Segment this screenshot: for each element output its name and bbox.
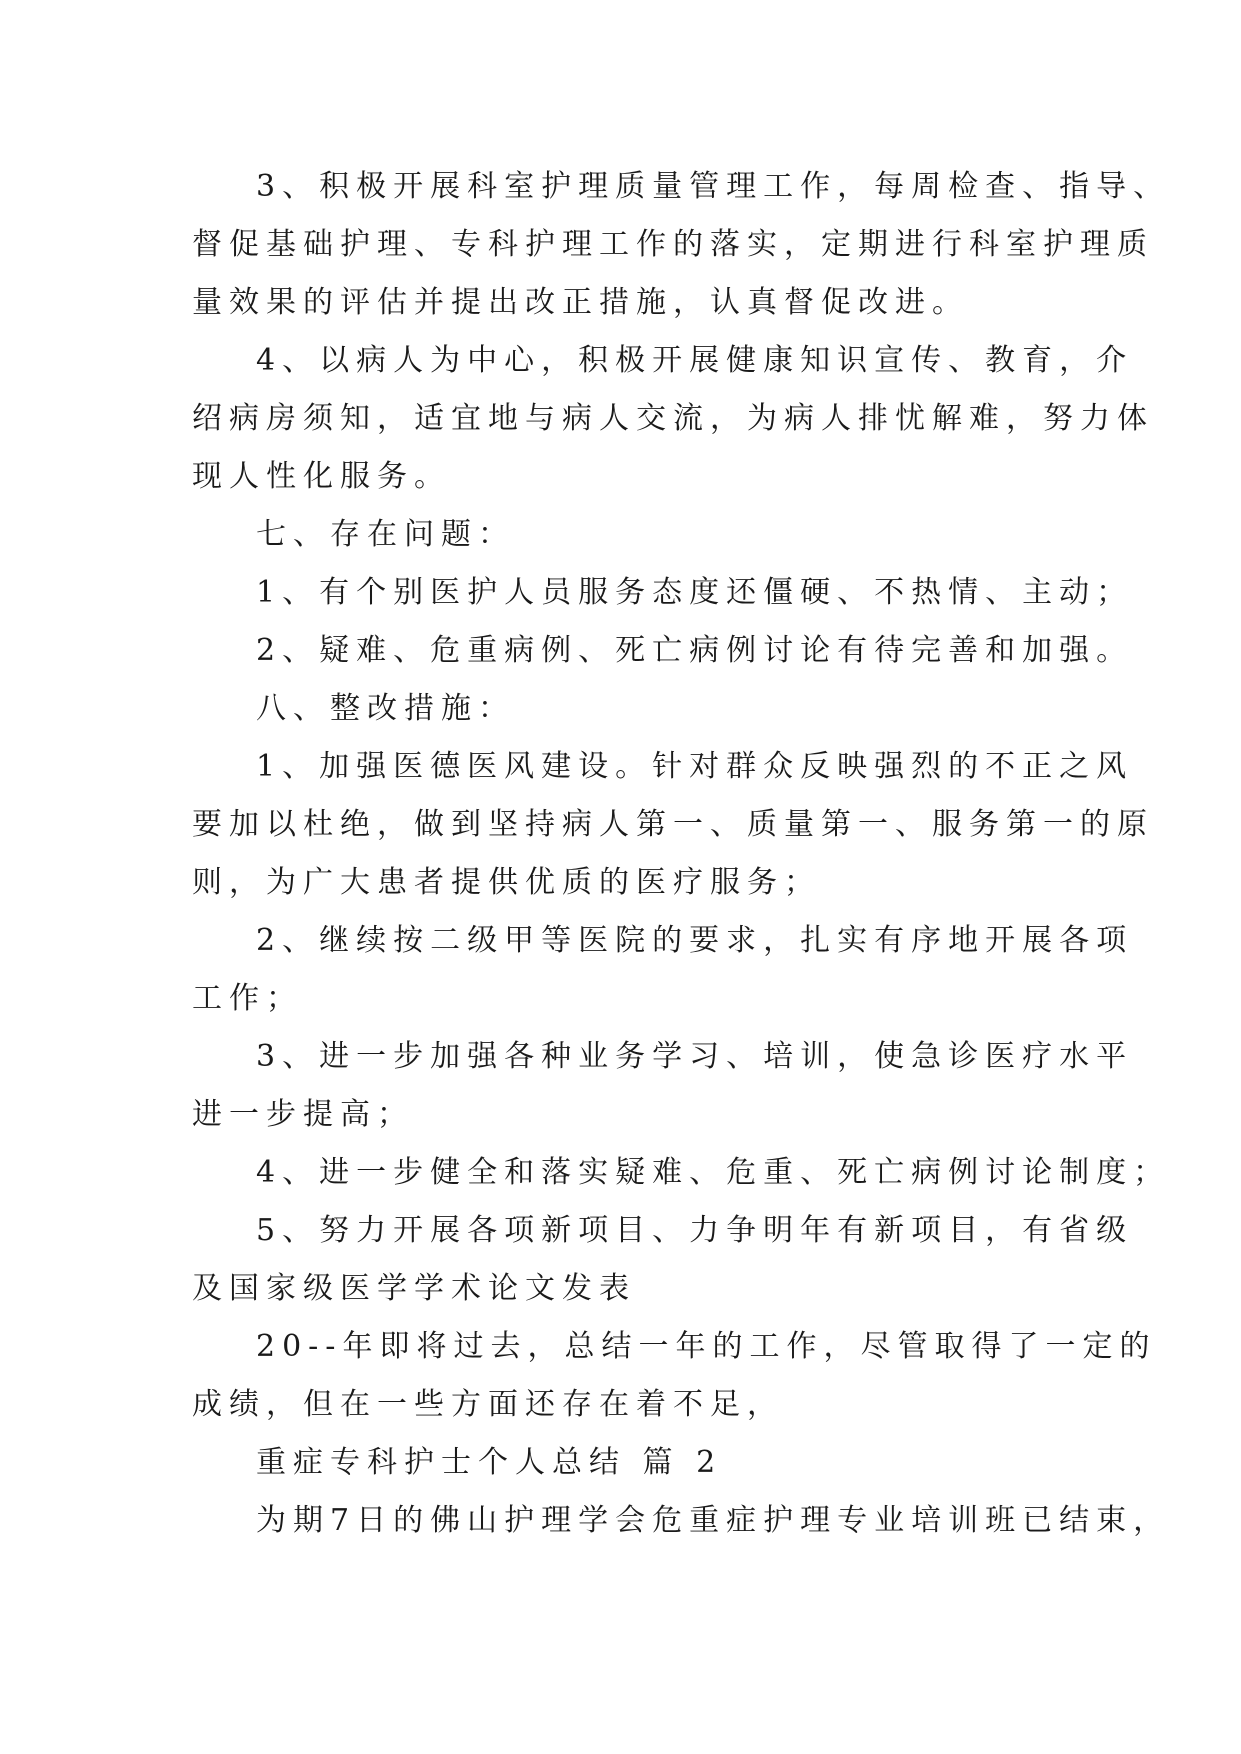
text-line: 20--年即将过去，总结一年的工作，尽管取得了一定的 (256, 1329, 1157, 1364)
text-line: 1、有个别医护人员服务态度还僵硬、不热情、主动； (256, 575, 1134, 610)
text-line: 量效果的评估并提出改正措施，认真督促改进。 (192, 285, 969, 320)
text-line: 3、积极开展科室护理质量管理工作，每周检查、指导、 (256, 169, 1171, 204)
paragraph-measure-4 (192, 1144, 1192, 1202)
paragraph-measure-3 (192, 1028, 1192, 1144)
text-line: 重症专科护士个人总结 篇 2 (256, 1445, 723, 1480)
paragraph-year-summary (192, 1318, 1192, 1434)
paragraph-patient-centered (192, 332, 1192, 506)
text-line: 4、以病人为中心，积极开展健康知识宣传、教育，介 (256, 343, 1134, 378)
section-heading-problems (192, 506, 1192, 564)
paragraph-measure-2 (192, 912, 1192, 1028)
paragraph-measure-5 (192, 1202, 1192, 1318)
text-line: 为期7日的佛山护理学会危重症护理专业培训班已结束， (256, 1503, 1171, 1538)
paragraph-training-intro (192, 1492, 1192, 1550)
text-line: 2、疑难、危重病例、死亡病例讨论有待完善和加强。 (256, 633, 1134, 668)
paragraph-problem-2 (192, 622, 1192, 680)
paragraph-measure-1 (192, 738, 1192, 912)
text-line: 5、努力开展各项新项目、力争明年有新项目，有省级 (256, 1213, 1134, 1248)
text-line: 3、进一步加强各种业务学习、培训，使急诊医疗水平 (256, 1039, 1134, 1074)
text-line: 八、整改措施： (256, 691, 515, 726)
article-title-part-2 (192, 1434, 1192, 1492)
text-line: 现人性化服务。 (192, 459, 451, 494)
section-heading-measures (192, 680, 1192, 738)
text-line: 成绩，但在一些方面还存在着不足， (192, 1387, 784, 1422)
paragraph-problem-1 (192, 564, 1192, 622)
text-line: 则，为广大患者提供优质的医疗服务； (192, 865, 821, 900)
text-line: 督促基础护理、专科护理工作的落实，定期进行科室护理质 (192, 227, 1154, 262)
text-line: 要加以杜绝，做到坚持病人第一、质量第一、服务第一的原 (192, 807, 1154, 842)
text-line: 及国家级医学学术论文发表 (192, 1271, 636, 1306)
text-line: 工作； (192, 981, 303, 1016)
document-body (192, 158, 1192, 1550)
text-line: 2、继续按二级甲等医院的要求，扎实有序地开展各项 (256, 923, 1134, 958)
text-line: 绍病房须知，适宜地与病人交流，为病人排忧解难，努力体 (192, 401, 1154, 436)
text-line: 进一步提高； (192, 1097, 414, 1132)
text-line: 4、进一步健全和落实疑难、危重、死亡病例讨论制度； (256, 1155, 1171, 1190)
paragraph-quality-management (192, 158, 1192, 332)
text-line: 1、加强医德医风建设。针对群众反映强烈的不正之风 (256, 749, 1134, 784)
text-line: 七、存在问题： (256, 517, 515, 552)
